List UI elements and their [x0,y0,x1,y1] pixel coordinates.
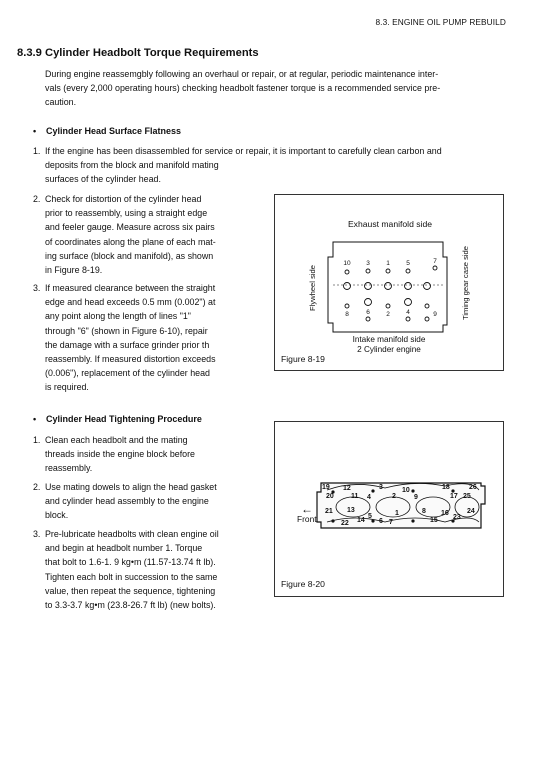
bolt-number: 13 [347,507,355,514]
bolt-number: 8 [345,311,349,318]
tightening-heading [33,414,202,424]
figure-caption: Figure 8-20 [281,579,325,589]
item-line: through "6" (shown in Figure 6-10), repair [45,325,208,336]
timing-gear-side-label: Timing gear case side [461,245,470,321]
intro-line: caution. [45,97,77,108]
tightening-item-3 [33,527,273,612]
bolt-number: 5 [368,513,372,520]
bolt-number: 1 [386,260,390,267]
engine-type-label: 2 Cylinder engine [357,345,421,354]
bolt-number: 5 [406,260,410,267]
item-line: edge and head exceeds 0.5 mm (0.002") at [45,297,216,308]
cylinder-head-flatness-diagram [275,195,503,370]
item-line: is required. [45,382,89,393]
bolt-number: 7 [389,519,393,526]
flatness-item-1 [33,144,509,187]
bolt-number: 6 [379,518,383,525]
item-number: 2. [33,482,41,492]
bolt-number: 24 [467,508,475,515]
bolt-number: 6 [366,309,370,316]
bolt-number: 19 [322,484,330,491]
bolt-number: 23 [453,514,461,521]
item-line: any point along the length of lines "1" [45,311,191,322]
bolt-number: 17 [450,493,458,500]
figure-8-19 [274,194,504,371]
item-line: threads inside the engine block before [45,449,195,460]
item-line: and begin at headbolt number 1. Torque [45,543,203,554]
front-label: Front [297,514,317,524]
flywheel-side-label: Flywheel side [308,264,317,312]
bolt-number: 26 [469,484,477,491]
item-line: ing surface (block and manifold), as shown [45,250,214,261]
item-line: Pre-lubricate headbolts with clean engine oil [45,529,219,539]
bolt-number: 1 [395,510,399,517]
bolt-number: 3 [379,484,383,491]
item-line: and cylinder head assembly to the engine [45,496,209,507]
figure-caption: Figure 8-19 [281,354,325,364]
valve-holes [344,266,438,321]
item-line: (0.006"), replacement of the cylinder head [45,368,210,379]
item-number: 3. [33,283,41,293]
bolt-number: 4 [406,309,410,316]
bolt-number: 11 [351,493,359,500]
front-arrow-icon: ← [301,502,313,516]
item-line: reassembly. [45,463,93,474]
bolt-number: 16 [441,510,449,517]
intro-paragraph [45,67,507,110]
item-line: If measured clearance between the straight [45,283,216,293]
flatness-heading-text: Cylinder Head Surface Flatness [46,126,182,136]
bolt-number: 10 [343,260,351,267]
item-line: Check for distortion of the cylinder head [45,194,202,204]
section-title [17,47,259,59]
item-line: value, then repeat the sequence, tightening [45,585,216,596]
item-line: Use mating dowels to align the head gasket [45,482,217,492]
bullet-icon: • [33,126,37,136]
bullet-icon: • [33,414,37,424]
bolt-number: 10 [402,487,410,494]
bolt-number: 12 [343,485,351,492]
item-line: reassembly. If measured distortion exceeds [45,354,216,365]
tightening-item-2 [33,480,273,523]
intro-line: vals (every 2,000 operating hours) checking headbolt fastener torque is a recommended service pre- [45,83,441,94]
item-line: that bolt to 1.6-1. 9 kg•m (11.57-13.74 ft lb). [45,557,216,568]
bolt-number: 22 [341,520,349,527]
item-line: in Figure 8-19. [45,265,103,276]
item-line: Tighten each bolt in succession to the same [45,571,218,582]
bolt-number: 2 [392,493,396,500]
bolt-number: 7 [433,258,437,265]
figure-8-20 [274,421,504,597]
intro-line: During engine reassemgbly following an overhaul or repair, or at regular, periodic maintenance inter- [45,69,439,79]
bolt-number: 4 [367,494,371,501]
item-line: block. [45,510,69,521]
bolt-number: 8 [422,508,426,515]
tightening-item-1 [33,433,273,476]
bolt-number: 20 [326,493,334,500]
item-line: surfaces of the cylinder head. [45,174,161,185]
bolt-number: 25 [463,493,471,500]
item-line: deposits from the block and manifold mating [45,160,219,171]
exhaust-manifold-label: Exhaust manifold side [347,219,433,229]
item-number: 2. [33,194,41,204]
bolt-number: 2 [386,311,390,318]
bolt-number: 9 [414,494,418,501]
section-heading: Cylinder Headbolt Torque Requirements [45,47,259,59]
item-line: to 3.3-3.7 kg•m (23.8-26.7 ft lb) (new bolts). [45,600,216,611]
item-line: the damage with a surface grinder prior th [45,339,210,350]
intake-manifold-label: Intake manifold side [352,335,426,344]
item-line: Clean each headbolt and the mating [45,435,188,445]
item-number: 1. [33,435,41,445]
section-number: 8.3.9 [17,47,42,59]
item-line: and feeler gauge. Measure across six pairs [45,222,215,233]
flatness-item-3 [33,281,273,395]
bolt-number: 3 [366,260,370,267]
running-header: 8.3. ENGINE OIL PUMP REBUILD [375,17,506,27]
bolt-number: 9 [433,311,437,318]
item-line: of coordinates along the plane of each mat- [45,236,216,247]
item-number: 3. [33,529,41,539]
item-line: If the engine has been disassembled for service or repair, it is important to carefully clean carbon and [45,146,442,156]
bolt-number: 21 [325,508,333,515]
bolt-number: 14 [357,517,365,524]
flatness-heading [33,126,181,136]
tightening-heading-text: Cylinder Head Tightening Procedure [46,414,202,424]
item-number: 1. [33,146,41,156]
headbolt-sequence-diagram [275,422,503,596]
flatness-item-2 [33,192,273,277]
bolt-number: 15 [430,517,438,524]
bolt-number: 18 [442,484,450,491]
item-line: prior to reassembly, using a straight edge [45,208,208,219]
